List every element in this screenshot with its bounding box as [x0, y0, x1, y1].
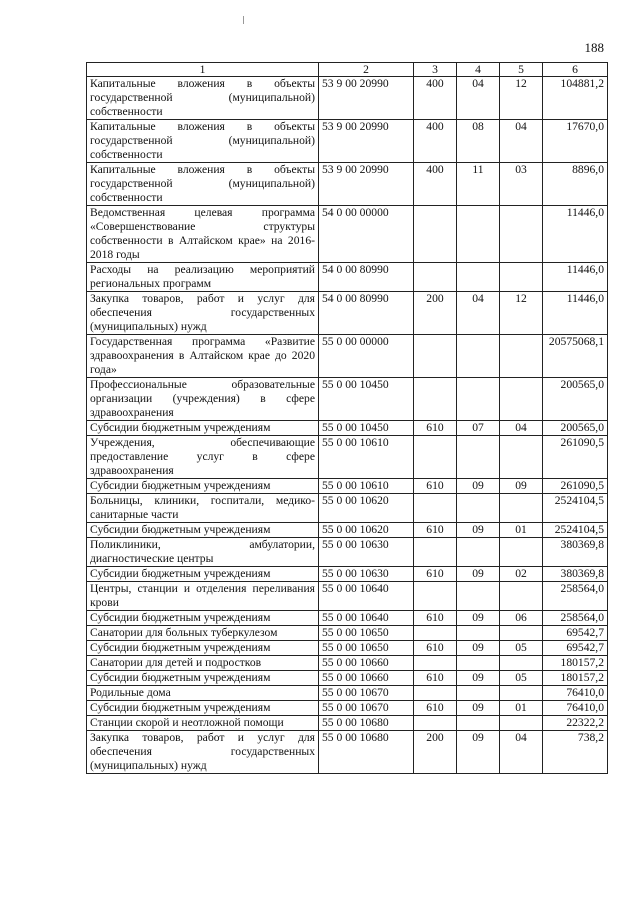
row-expense-type: 400 [414, 120, 457, 163]
table-row [87, 538, 608, 567]
table-row [87, 523, 608, 538]
row-name: Субсидии бюджетным учреждениям [87, 421, 319, 436]
row-section [457, 206, 500, 263]
row-section: 09 [457, 671, 500, 686]
header-col-1: 1 [87, 63, 319, 77]
scan-mark [243, 16, 244, 24]
row-amount: 104881,2 [543, 77, 608, 120]
table-row [87, 494, 608, 523]
row-name: Расходы на реализацию мероприятий региональных программ [87, 263, 319, 292]
row-expense-type [414, 263, 457, 292]
row-expense-type [414, 686, 457, 701]
row-subsection: 04 [500, 120, 543, 163]
row-name: Больницы, клиники, госпитали, медико-санитарные части [87, 494, 319, 523]
row-expense-type [414, 538, 457, 567]
table-row [87, 656, 608, 671]
row-subsection: 03 [500, 163, 543, 206]
row-amount: 261090,5 [543, 436, 608, 479]
row-subsection: 09 [500, 479, 543, 494]
row-target-code: 53 9 00 20990 [319, 120, 414, 163]
row-section: 09 [457, 701, 500, 716]
row-target-code: 55 0 00 10680 [319, 716, 414, 731]
table-row [87, 626, 608, 641]
row-target-code: 54 0 00 80990 [319, 292, 414, 335]
row-expense-type: 610 [414, 421, 457, 436]
table-row [87, 701, 608, 716]
row-amount: 69542,7 [543, 626, 608, 641]
header-col-6: 6 [543, 63, 608, 77]
row-target-code: 55 0 00 10630 [319, 567, 414, 582]
row-target-code: 55 0 00 10670 [319, 701, 414, 716]
row-subsection: 04 [500, 421, 543, 436]
row-expense-type [414, 206, 457, 263]
row-name: Закупка товаров, работ и услуг для обеспечения государственных (муниципальных) нужд [87, 731, 319, 774]
row-section: 09 [457, 479, 500, 494]
row-subsection: 12 [500, 292, 543, 335]
header-col-5: 5 [500, 63, 543, 77]
row-name: Субсидии бюджетным учреждениям [87, 641, 319, 656]
row-subsection: 12 [500, 77, 543, 120]
row-expense-type [414, 335, 457, 378]
row-subsection [500, 686, 543, 701]
row-subsection [500, 538, 543, 567]
row-target-code: 54 0 00 00000 [319, 206, 414, 263]
row-expense-type [414, 626, 457, 641]
row-amount: 258564,0 [543, 582, 608, 611]
row-target-code: 53 9 00 20990 [319, 77, 414, 120]
row-amount: 20575068,1 [543, 335, 608, 378]
row-amount: 2524104,5 [543, 523, 608, 538]
row-expense-type: 200 [414, 731, 457, 774]
row-expense-type: 400 [414, 77, 457, 120]
table-row [87, 582, 608, 611]
table-row [87, 163, 608, 206]
row-expense-type: 610 [414, 671, 457, 686]
row-subsection [500, 335, 543, 378]
row-amount: 738,2 [543, 731, 608, 774]
row-name: Капитальные вложения в объекты государственной (муниципальной) собственности [87, 77, 319, 120]
table-row [87, 671, 608, 686]
row-section [457, 582, 500, 611]
row-name: Родильные дома [87, 686, 319, 701]
row-amount: 380369,8 [543, 567, 608, 582]
row-amount: 180157,2 [543, 671, 608, 686]
row-amount: 22322,2 [543, 716, 608, 731]
row-target-code: 55 0 00 10660 [319, 656, 414, 671]
row-expense-type: 610 [414, 641, 457, 656]
row-target-code: 53 9 00 20990 [319, 163, 414, 206]
row-expense-type: 610 [414, 701, 457, 716]
row-target-code: 55 0 00 10640 [319, 582, 414, 611]
row-name: Санатории для детей и подростков [87, 656, 319, 671]
row-target-code: 55 0 00 10610 [319, 479, 414, 494]
row-section: 09 [457, 731, 500, 774]
table-row [87, 292, 608, 335]
row-target-code: 55 0 00 10450 [319, 378, 414, 421]
row-name: Государственная программа «Развитие здравоохранения в Алтайском крае до 2020 года» [87, 335, 319, 378]
row-target-code: 55 0 00 10450 [319, 421, 414, 436]
row-section [457, 378, 500, 421]
row-expense-type: 610 [414, 567, 457, 582]
table-row [87, 120, 608, 163]
row-amount: 200565,0 [543, 421, 608, 436]
table-row [87, 731, 608, 774]
table-row [87, 206, 608, 263]
row-target-code: 55 0 00 10650 [319, 626, 414, 641]
table-row [87, 77, 608, 120]
table-row [87, 335, 608, 378]
row-section [457, 716, 500, 731]
row-section [457, 263, 500, 292]
row-expense-type [414, 582, 457, 611]
row-subsection: 06 [500, 611, 543, 626]
row-amount: 380369,8 [543, 538, 608, 567]
header-col-2: 2 [319, 63, 414, 77]
row-expense-type [414, 378, 457, 421]
table-row [87, 686, 608, 701]
row-name: Поликлиники, амбулатории, диагностические центры [87, 538, 319, 567]
page-number: 188 [584, 40, 604, 55]
row-subsection [500, 436, 543, 479]
header-col-3: 3 [414, 63, 457, 77]
row-amount: 261090,5 [543, 479, 608, 494]
row-name: Субсидии бюджетным учреждениям [87, 523, 319, 538]
table-row [87, 378, 608, 421]
row-amount: 2524104,5 [543, 494, 608, 523]
row-amount: 180157,2 [543, 656, 608, 671]
row-expense-type: 610 [414, 523, 457, 538]
row-section: 09 [457, 641, 500, 656]
row-target-code: 55 0 00 10680 [319, 731, 414, 774]
table-row [87, 479, 608, 494]
table-row [87, 421, 608, 436]
row-subsection: 05 [500, 641, 543, 656]
row-subsection [500, 263, 543, 292]
row-expense-type [414, 494, 457, 523]
row-subsection [500, 626, 543, 641]
row-section [457, 626, 500, 641]
row-subsection [500, 716, 543, 731]
table-row [87, 611, 608, 626]
row-amount: 69542,7 [543, 641, 608, 656]
header-col-4: 4 [457, 63, 500, 77]
row-target-code: 54 0 00 80990 [319, 263, 414, 292]
row-subsection: 02 [500, 567, 543, 582]
row-section: 07 [457, 421, 500, 436]
row-target-code: 55 0 00 10610 [319, 436, 414, 479]
row-amount: 11446,0 [543, 206, 608, 263]
row-amount: 17670,0 [543, 120, 608, 163]
row-section: 08 [457, 120, 500, 163]
row-amount: 200565,0 [543, 378, 608, 421]
row-name: Капитальные вложения в объекты государственной (муниципальной) собственности [87, 120, 319, 163]
row-name: Закупка товаров, работ и услуг для обеспечения государственных (муниципальных) нужд [87, 292, 319, 335]
row-name: Учреждения, обеспечивающие предоставление услуг в сфере здравоохранения [87, 436, 319, 479]
row-section [457, 538, 500, 567]
table-row [87, 567, 608, 582]
row-expense-type: 400 [414, 163, 457, 206]
row-section: 09 [457, 611, 500, 626]
row-expense-type [414, 436, 457, 479]
row-section [457, 436, 500, 479]
row-section [457, 494, 500, 523]
row-amount: 76410,0 [543, 701, 608, 716]
row-name: Профессиональные образовательные организации (учреждения) в сфере здравоохранения [87, 378, 319, 421]
row-amount: 258564,0 [543, 611, 608, 626]
row-section: 04 [457, 77, 500, 120]
row-target-code: 55 0 00 10630 [319, 538, 414, 567]
table-body [87, 77, 608, 774]
row-target-code: 55 0 00 00000 [319, 335, 414, 378]
budget-table [86, 62, 608, 774]
row-target-code: 55 0 00 10670 [319, 686, 414, 701]
row-subsection [500, 656, 543, 671]
row-name: Субсидии бюджетным учреждениям [87, 567, 319, 582]
row-subsection: 04 [500, 731, 543, 774]
row-name: Субсидии бюджетным учреждениям [87, 479, 319, 494]
table-row [87, 641, 608, 656]
row-name: Станции скорой и неотложной помощи [87, 716, 319, 731]
row-target-code: 55 0 00 10620 [319, 523, 414, 538]
row-section: 09 [457, 523, 500, 538]
row-section: 09 [457, 567, 500, 582]
row-section [457, 335, 500, 378]
row-expense-type: 200 [414, 292, 457, 335]
row-target-code: 55 0 00 10660 [319, 671, 414, 686]
row-subsection [500, 494, 543, 523]
table-row [87, 263, 608, 292]
row-name: Субсидии бюджетным учреждениям [87, 611, 319, 626]
row-name: Субсидии бюджетным учреждениям [87, 671, 319, 686]
row-amount: 11446,0 [543, 292, 608, 335]
row-expense-type [414, 656, 457, 671]
row-subsection [500, 378, 543, 421]
row-name: Ведомственная целевая программа «Совершенствование структуры собственности в Алтайском крае» на 2016-2018 годы [87, 206, 319, 263]
row-section: 11 [457, 163, 500, 206]
table-row [87, 716, 608, 731]
row-subsection [500, 206, 543, 263]
row-subsection: 01 [500, 701, 543, 716]
row-amount: 76410,0 [543, 686, 608, 701]
row-expense-type: 610 [414, 611, 457, 626]
row-target-code: 55 0 00 10650 [319, 641, 414, 656]
row-subsection: 05 [500, 671, 543, 686]
row-subsection [500, 582, 543, 611]
row-target-code: 55 0 00 10640 [319, 611, 414, 626]
row-expense-type: 610 [414, 479, 457, 494]
row-section [457, 686, 500, 701]
row-section [457, 656, 500, 671]
row-section: 04 [457, 292, 500, 335]
row-target-code: 55 0 00 10620 [319, 494, 414, 523]
row-name: Центры, станции и отделения переливания крови [87, 582, 319, 611]
row-subsection: 01 [500, 523, 543, 538]
row-name: Капитальные вложения в объекты государственной (муниципальной) собственности [87, 163, 319, 206]
table-header-row [87, 63, 608, 77]
row-amount: 8896,0 [543, 163, 608, 206]
table-row [87, 436, 608, 479]
row-amount: 11446,0 [543, 263, 608, 292]
row-expense-type [414, 716, 457, 731]
row-name: Субсидии бюджетным учреждениям [87, 701, 319, 716]
row-name: Санатории для больных туберкулезом [87, 626, 319, 641]
